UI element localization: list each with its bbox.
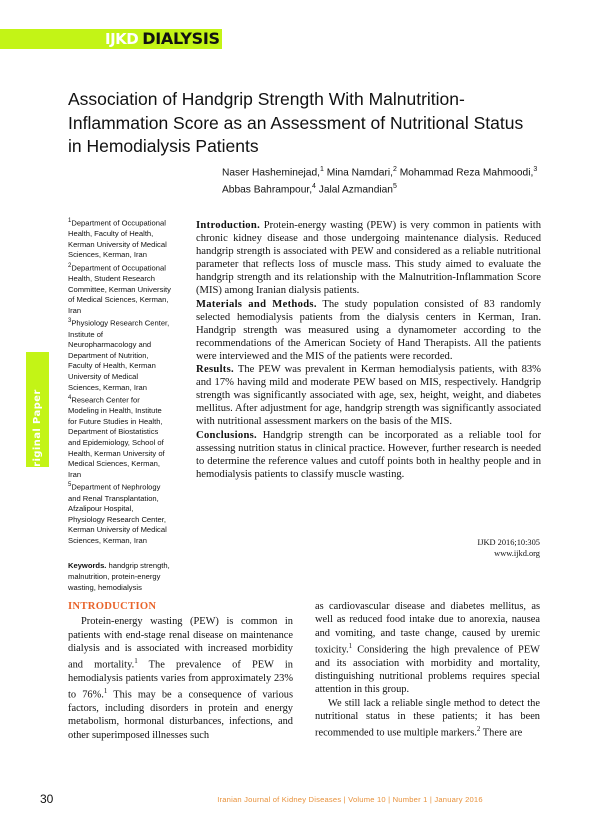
affiliation-item	[68, 261, 172, 317]
affiliation-item	[68, 216, 172, 261]
paragraph-text: We still lack a reliable single method to detect the nutritional status in these patients; it has been recommended to use multiple markers.	[315, 697, 540, 739]
affiliation-text: Department of Occupational Health, Faculty of Health, Kerman University of Medical Sciences, Kerman, Iran	[68, 218, 167, 260]
logo-wordmark-text: DIALYSIS	[142, 29, 220, 48]
author-affil-ref-1: 1	[319, 166, 324, 173]
abstract-section	[196, 363, 541, 428]
reference-marker[interactable]: 1	[348, 641, 353, 650]
paragraph-text: Considering the high prevalence of PEW and its association with morbidity and mortality, distinguishing nutritional problems requires special attention in this group.	[315, 644, 540, 696]
keywords-value: handgrip strength, malnutrition, protein-energy wasting, hemodialysis	[68, 561, 170, 592]
paragraph-text: Protein-energy wasting (PEW) is common in patients with end-stage renal disease on maintenance dialysis and is associated with increased morbidity and mortality.	[68, 616, 293, 671]
citation-reference: IJKD 2016;10:305	[477, 538, 540, 547]
author-affil-ref-3: 3	[533, 166, 538, 173]
reference-marker[interactable]: 1	[134, 657, 138, 666]
logo-mark-text: IJKD	[105, 30, 139, 48]
abstract-section-heading: Materials and Methods.	[196, 298, 317, 310]
abstract-section	[196, 219, 541, 298]
article-citation	[380, 538, 540, 559]
body-column-right	[315, 600, 540, 755]
section-heading-introduction: INTRODUCTION	[68, 601, 157, 612]
author-affil-ref-2: 2	[392, 166, 397, 173]
abstract-section-heading: Results.	[196, 364, 235, 376]
affiliation-item	[68, 480, 172, 546]
author-list	[222, 163, 540, 198]
keywords-label: Keywords.	[68, 561, 107, 571]
abstract-section-heading: Conclusions.	[196, 429, 258, 441]
author-name-5: Jalal Azmandian	[315, 184, 393, 196]
paragraph-text: The prevalence of PEW in hemodialysis patients varies from approximately 23% to 76%.	[68, 659, 293, 701]
abstract-section	[196, 298, 541, 363]
original-paper-tab-label: Original Paper	[32, 389, 43, 476]
affiliation-item	[68, 393, 172, 480]
author-name-2: Mina Namdari,	[323, 167, 393, 179]
affiliation-number: 5	[68, 482, 72, 489]
journal-website[interactable]: www.ijkd.org	[494, 548, 540, 558]
affiliation-text: Department of Occupational Health, Student Research Committee, Kerman University of Medical Sciences, Kerman, Iran	[68, 263, 171, 315]
body-paragraph	[315, 697, 540, 740]
affiliation-text: Research Center for Modeling in Health, Institute for Future Studies in Health, Department of Biostatistics and Epidemiology, School of Health, Kerman University of Medical Sciences, Kerman, Iran	[68, 395, 165, 479]
abstract-section-body: The PEW was prevalent in Kerman hemodialysis patients, with 83% and 17% having mild and moderate PEW based on MIS, respectively. Handgrip strength was significantly associated with age, sex, height, weight, and diabetes mellitus. After adjustment for age, handgrip strength was significantly associated with nutritional assessment markers on the basis of the MIS.	[196, 364, 541, 428]
affiliation-text: Physiology Research Center, Institute of Neuropharmacology and Department of Nutrition, Faculty of Health, Kerman University of Medical Sciences, Kerman, Iran	[68, 318, 170, 392]
page-title: Association of Handgrip Strength With Malnutrition-Inflammation Score as an Assessment of Nutritional Status in Hemodialysis Patients	[68, 89, 524, 156]
page-number: 30	[40, 792, 54, 806]
body-column-left	[68, 600, 293, 755]
paragraph-text: as cardiovascular disease and diabetes mellitus, as well as reduced food intake due to anorexia, nausea and vomiting, and taste change, caused by uremic toxicity.	[315, 601, 540, 656]
author-name-1: Naser Hasheminejad,	[222, 167, 320, 179]
reference-marker[interactable]: 1	[103, 687, 108, 696]
abstract-block	[196, 219, 541, 481]
footer-journal-line: Iranian Journal of Kidney Diseases | Volume 10 | Number 1 | January 2016	[217, 795, 483, 804]
affiliation-number: 3	[68, 318, 72, 325]
affiliations-sidebar	[68, 216, 172, 593]
author-name-4: Abbas Bahrampour,	[222, 184, 313, 196]
author-affil-ref-5: 5	[392, 183, 397, 191]
journal-logo	[104, 29, 220, 49]
keywords-block	[68, 561, 172, 593]
affiliation-number: 2	[68, 262, 72, 269]
author-name-3: Mohammad Reza Mahmoodi,	[396, 167, 534, 179]
author-affil-ref-4: 4	[312, 183, 316, 191]
reference-marker[interactable]: 2	[476, 725, 481, 734]
paragraph-text: This may be a consequence of various factors, including disorders in protein and energy metabolism, hormonal disturbances, infections, and other superimposed illnesses such	[68, 689, 293, 741]
paragraph-text: There are	[480, 727, 523, 739]
body-paragraph	[315, 600, 540, 697]
abstract-section-heading: Introduction.	[196, 220, 261, 231]
abstract-section-body: The study population consisted of 83 randomly selected hemodialysis patients from the dialysis centers in Kerman, Iran. Handgrip strength was measured using a dynamometer according to the recommendations of the American Society of Hand Therapists. All the patients were interviewed and the MIS of the patients were recorded.	[196, 298, 541, 362]
abstract-section	[196, 429, 541, 481]
affiliation-item	[68, 316, 172, 393]
affiliation-text: Department of Nephrology and Renal Transplantation, Afzalipour Hospital, Physiology Research Center, Kerman University of Medical Sciences, Kerman, Iran	[68, 482, 167, 545]
affiliation-number: 1	[68, 218, 72, 224]
abstract-section-body: Handgrip strength can be incorporated as a reliable tool for assessing nutrition status in clinical practice. However, further research is needed to determine the reference values and cutoff points both in healthy people and in hemodialysis patients to classify muscle wasting.	[196, 429, 541, 480]
body-paragraph	[68, 615, 293, 742]
article-body	[68, 600, 540, 755]
affiliation-number: 4	[68, 395, 72, 402]
abstract-section-body: Protein-energy wasting (PEW) is very common in patients with chronic kidney disease and those undergoing maintenance dialysis. Reduced handgrip strength is associated with PEW and considered as a reliable nutritional parameter that reflects loss of muscle mass. This study aimed to evaluate the handgrip strength and its relationship with the Malnutrition-Inflammation Score (MIS) among Iranian dialysis patients.	[196, 220, 541, 297]
